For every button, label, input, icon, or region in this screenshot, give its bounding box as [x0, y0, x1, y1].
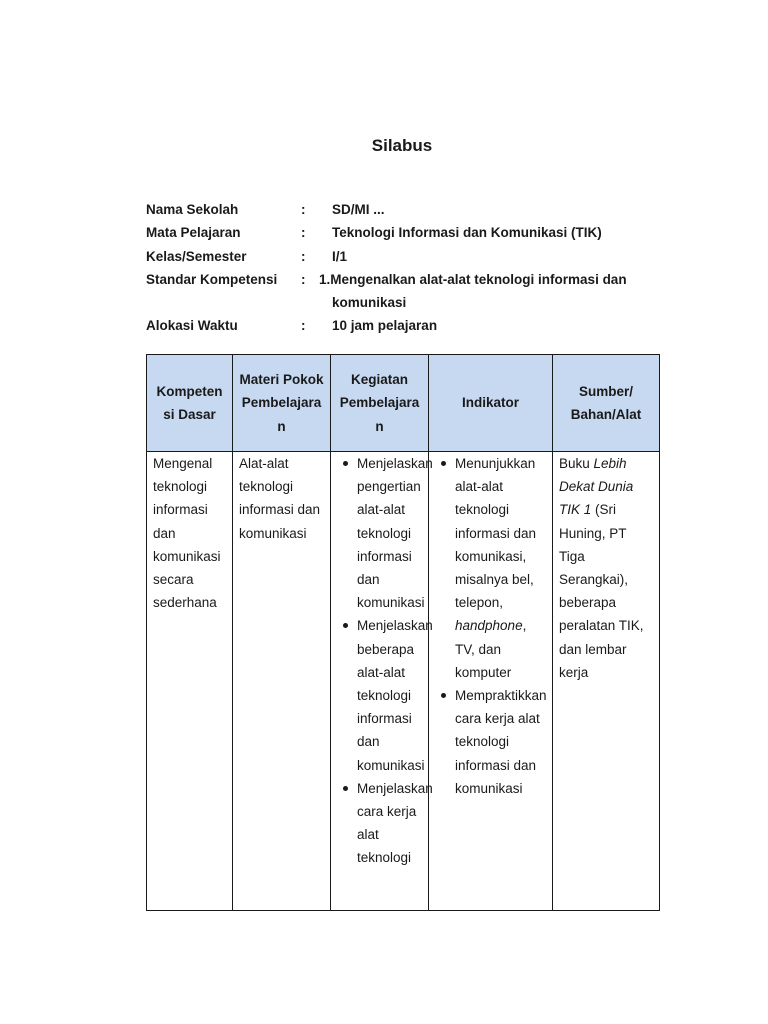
cell-materi: Alat-alat teknologi informasi dan komunikasi	[233, 452, 331, 911]
header-sumber: Sumber/ Bahan/Alat	[553, 355, 660, 452]
indikator-italic: handphone	[455, 618, 523, 634]
school-row	[146, 198, 666, 221]
standard-label: Standar Kompetensi	[146, 271, 278, 287]
list-item	[455, 452, 546, 684]
syllabus-info	[146, 198, 666, 338]
cell-kegiatan	[331, 452, 433, 911]
colon: :	[301, 225, 306, 241]
header-indikator: Indikator	[429, 355, 553, 452]
header-kegiatan: Kegiatan Pembelajara n	[331, 355, 429, 452]
table-row	[147, 452, 660, 911]
time-label: Alokasi Waktu	[146, 318, 238, 334]
indikator-list	[435, 452, 546, 800]
cell-kompetensi: Mengenal teknologi informasi dan komunikasi secara sederhana	[147, 452, 233, 911]
colon: :	[301, 248, 306, 264]
school-value: SD/MI ...	[332, 202, 385, 217]
list-item: Mempraktikkan cara kerja alat teknologi informasi dan komunikasi	[455, 684, 546, 800]
list-item: Menjelaskan pengertian alat-alat teknologi informasi dan komunikasi	[357, 452, 422, 614]
cell-sumber	[553, 452, 660, 911]
time-row	[146, 314, 666, 337]
table-header-row	[147, 355, 660, 452]
standard-value-line1: 1.Mengenalkan alat-alat teknologi informasi dan	[319, 271, 627, 287]
standard-row	[146, 268, 666, 315]
list-item: Menjelaskan cara kerja alat teknologi	[357, 777, 422, 870]
cell-indikator	[429, 452, 553, 911]
colon: :	[301, 318, 306, 334]
header-materi: Materi Pokok Pembelajara n	[233, 355, 331, 452]
colon: :	[301, 271, 306, 287]
list-item: Menjelaskan beberapa alat-alat teknologi informasi dan komunikasi	[357, 614, 422, 776]
standard-value	[319, 268, 649, 315]
class-label: Kelas/Semester	[146, 248, 247, 264]
sumber-book-title: Lebih Dekat Dunia TIK 1	[559, 456, 634, 518]
class-value: I/1	[332, 248, 348, 264]
subject-label: Mata Pelajaran	[146, 225, 241, 241]
header-kompetensi: Kompeten si Dasar	[147, 355, 233, 452]
class-row	[146, 245, 666, 268]
sumber-text-end: (Sri Huning, PT Tiga Serangkai), beberapa peralatan TIK, dan lembar kerja	[559, 502, 644, 680]
kegiatan-list	[337, 452, 433, 870]
indikator-text: Menunjukkan alat-alat teknologi informasi dan komunikasi, misalnya bel, telepon,	[455, 456, 537, 611]
standard-value-line2: komunikasi	[332, 295, 407, 311]
indikator-text-end: , TV, dan komputer	[455, 618, 527, 680]
syllabus-table	[146, 354, 660, 911]
subject-row	[146, 221, 666, 244]
page-title: Silabus	[371, 136, 433, 155]
time-value: 10 jam pelajaran	[332, 318, 438, 334]
colon: :	[301, 202, 306, 217]
school-label: Nama Sekolah	[146, 202, 239, 217]
subject-value: Teknologi Informasi dan Komunikasi (TIK)	[332, 225, 602, 241]
sumber-text: Buku	[559, 456, 594, 471]
